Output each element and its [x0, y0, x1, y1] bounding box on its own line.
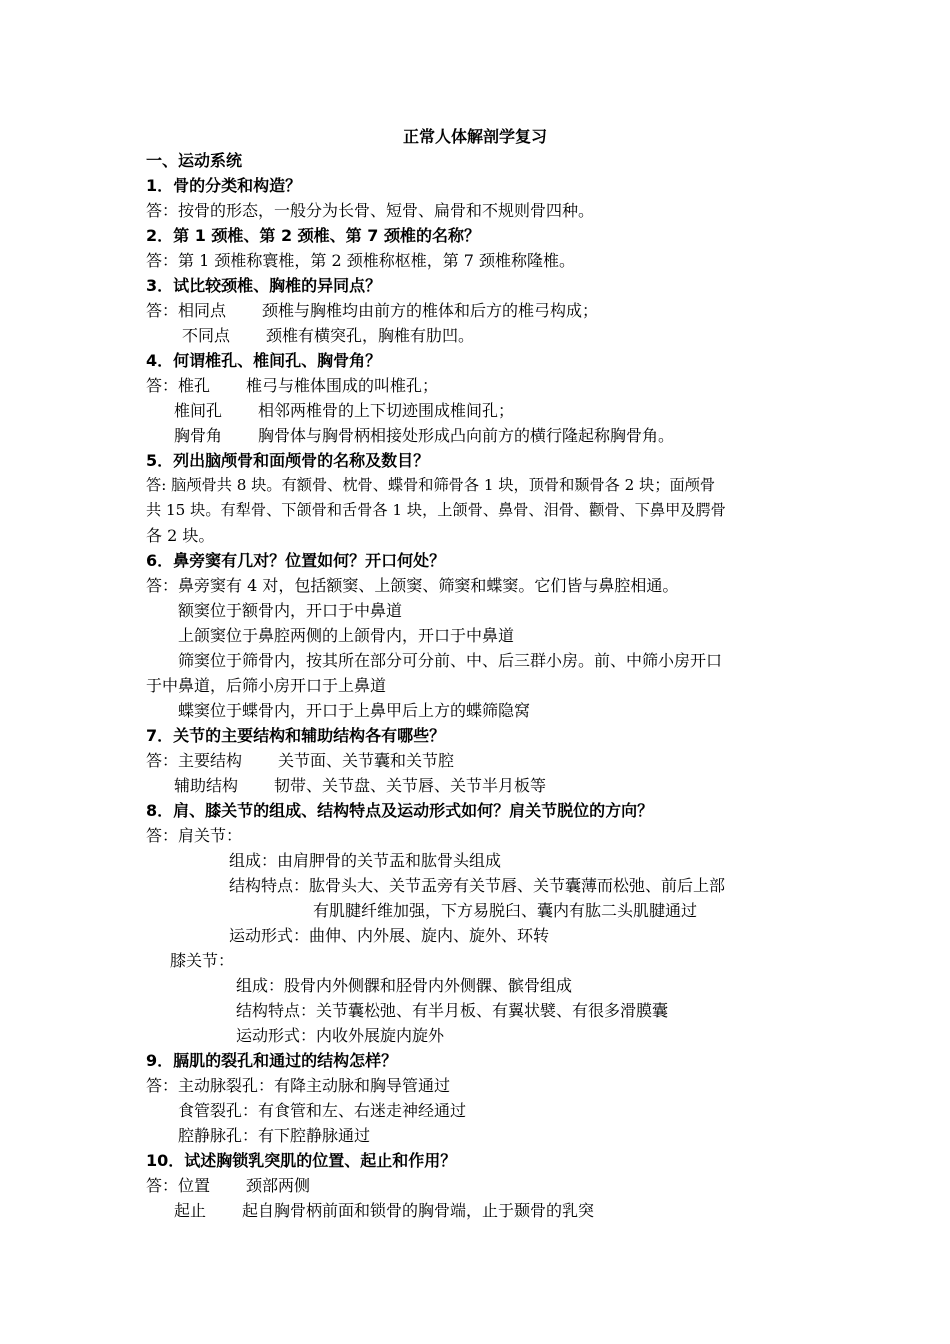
answer-2: 答：第 1 颈椎称寰椎，第 2 颈椎称枢椎，第 7 颈椎称隆椎。	[146, 251, 576, 270]
answer-7-label-1: 答：主要结构	[146, 751, 243, 770]
question-4: 4．何谓椎孔、椎间孔、胸骨角？	[146, 351, 382, 370]
answer-8-line-8: 结构特点：关节囊松弛、有半月板、有翼状襞、有很多滑膜囊	[236, 1001, 669, 1020]
answer-6-line-6: 蝶窦位于蝶骨内，开口于上鼻甲后上方的蝶筛隐窝	[178, 701, 531, 720]
answer-10-line-1	[146, 1173, 816, 1198]
answer-10-text-2: 起自胸骨柄前面和锁骨的胸骨端，止于颞骨的乳突	[242, 1201, 595, 1220]
answer-4-text-2: 相邻两椎骨的上下切迹围成椎间孔；	[258, 401, 515, 420]
answer-5-line-2: 共 15 块。有犁骨、下颌骨和舌骨各 1 块，上颌骨、鼻骨、泪骨、颧骨、下鼻甲及腭骨	[146, 501, 726, 519]
answer-4-text-1: 椎弓与椎体围成的叫椎孔；	[246, 376, 439, 395]
question-10: 10．试述胸锁乳突肌的位置、起止和作用？	[146, 1151, 457, 1170]
page-title: 正常人体解剖学复习	[402, 127, 547, 146]
answer-10-label-2: 起止	[174, 1201, 207, 1220]
question-7: 7．关节的主要结构和辅助结构各有哪些？	[146, 726, 446, 745]
question-1: 1．骨的分类和构造？	[146, 176, 302, 195]
question-3: 3．试比较颈椎、胸椎的异同点？	[146, 276, 382, 295]
answer-6-line-1: 答：鼻旁窦有 4 对，包括额窦、上颌窦、筛窦和蝶窦。它们皆与鼻腔相通。	[146, 576, 679, 595]
answer-8-line-9: 运动形式：内收外展旋内旋外	[236, 1026, 445, 1045]
answer-7-text-2: 韧带、关节盘、关节唇、关节半月板等	[274, 776, 547, 795]
answer-9-line-2: 食管裂孔：有食管和左、右迷走神经通过	[178, 1101, 467, 1120]
answer-5-line-1: 答: 脑颅骨共 8 块。有额骨、枕骨、蝶骨和筛骨各 1 块，顶骨和颞骨各 2 块；面颅骨	[146, 476, 716, 494]
answer-7-label-2: 辅助结构	[174, 776, 239, 795]
question-5: 5．列出脑颅骨和面颅骨的名称及数目？	[146, 451, 430, 470]
answer-8-line-2: 组成：由肩胛骨的关节盂和肱骨头组成	[229, 851, 502, 870]
answer-6-line-3: 上颌窦位于鼻腔两侧的上颌骨内，开口于中鼻道	[178, 626, 515, 645]
question-9: 9．膈肌的裂孔和通过的结构怎样？	[146, 1051, 398, 1070]
answer-7-text-1: 关节面、关节囊和关节腔	[278, 751, 455, 770]
answer-4-label-1: 答：椎孔	[146, 376, 211, 395]
answer-5-line-3: 各 2 块。	[146, 526, 215, 545]
answer-4-label-3: 胸骨角	[174, 426, 223, 445]
answer-6-line-4: 筛窦位于筛骨内，按其所在部分可分前、中、后三群小房。前、中筛小房开口	[178, 651, 723, 670]
answer-3-line-1	[146, 298, 816, 323]
answer-8-line-7: 组成：股骨内外侧髁和胫骨内外侧髁、髌骨组成	[236, 976, 573, 995]
answer-8-line-1: 答：肩关节：	[146, 826, 243, 845]
answer-6-line-5: 于中鼻道，后筛小房开口于上鼻道	[146, 676, 387, 695]
answer-4-line-3	[174, 423, 844, 448]
answer-4-line-1	[146, 373, 816, 398]
answer-10-text-1: 颈部两侧	[246, 1176, 311, 1195]
question-6: 6．鼻旁窦有几对？位置如何？开口何处？	[146, 551, 446, 570]
answer-3-text-2: 颈椎有横突孔，胸椎有肋凹。	[266, 326, 475, 345]
answer-8-line-3: 结构特点：肱骨头大、关节盂旁有关节唇、关节囊薄而松弛、前后上部	[229, 876, 726, 895]
answer-8-line-4: 有肌腱纤维加强，下方易脱臼、囊内有肱二头肌腱通过	[313, 901, 698, 920]
answer-3-label-2: 不同点	[182, 326, 231, 345]
answer-10-line-2	[174, 1198, 844, 1223]
answer-10-label-1: 答：位置	[146, 1176, 211, 1195]
answer-3-line-2	[182, 323, 852, 348]
answer-9-line-1: 答：主动脉裂孔：有降主动脉和胸导管通过	[146, 1076, 451, 1095]
answer-3-text-1: 颈椎与胸椎均由前方的椎体和后方的椎弓构成；	[262, 301, 599, 320]
answer-4-label-2: 椎间孔	[174, 401, 223, 420]
question-8: 8．肩、膝关节的组成、结构特点及运动形式如何？肩关节脱位的方向？	[146, 801, 654, 820]
answer-3-label-1: 答：相同点	[146, 301, 227, 320]
answer-4-line-2	[174, 398, 844, 423]
answer-7-line-1	[146, 748, 816, 773]
answer-8-line-5: 运动形式：曲伸、内外展、旋内、旋外、环转	[229, 926, 550, 945]
answer-4-text-3: 胸骨体与胸骨柄相接处形成凸向前方的横行隆起称胸骨角。	[258, 426, 675, 445]
section-heading: 一、运动系统	[146, 151, 243, 170]
answer-8-line-6: 膝关节：	[170, 951, 235, 970]
answer-9-line-3: 腔静脉孔：有下腔静脉通过	[178, 1126, 371, 1145]
answer-7-line-2	[174, 773, 844, 798]
answer-1: 答：按骨的形态，一般分为长骨、短骨、扁骨和不规则骨四种。	[146, 201, 595, 220]
question-2: 2．第 1 颈椎、第 2 颈椎、第 7 颈椎的名称？	[146, 226, 480, 245]
answer-6-line-2: 额窦位于额骨内，开口于中鼻道	[178, 601, 403, 620]
